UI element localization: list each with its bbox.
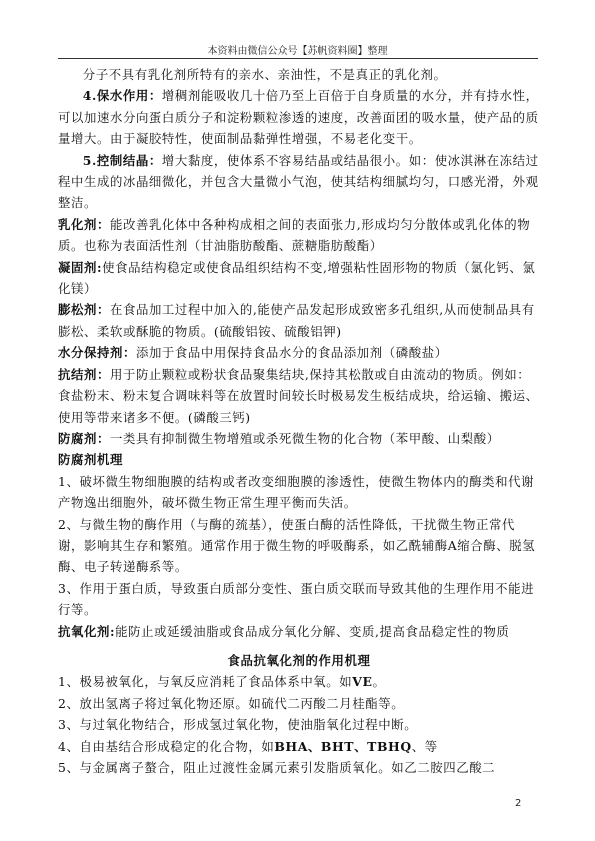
paragraph-antioxidant: [58, 621, 540, 642]
heading-antioxidant-mechanism: 食品抗氧化剂的作用机理: [227, 652, 371, 668]
mechanism-item-3: 3、作用于蛋白质，导致蛋白质部分变性、蛋白质交联而导致其他的生理作用不能进行等。: [58, 580, 535, 618]
page-header: 本资料由微信公众号【苏帆资料圈】整理: [207, 46, 388, 57]
antioxidant-item-4-tail: 、等: [411, 738, 438, 754]
antioxidant-item-4-text: 4、自由基结合形成稳定的化合物，如: [58, 738, 275, 754]
paragraph-humectant: [58, 342, 540, 363]
text-preservative: 一类具有抑制微生物增殖或杀死微生物的化合物（苯甲酸、山梨酸）: [109, 430, 500, 446]
term-anticaking-agent: 抗结剂：: [58, 366, 110, 382]
term-humectant: 水分保持剂：: [58, 345, 136, 361]
term-preservative: 防腐剂：: [58, 430, 110, 446]
term-emulsifier: 乳化剂：: [58, 216, 110, 232]
document-body: [58, 64, 540, 778]
term-water-retention: 4.保水作用：: [82, 88, 162, 104]
paragraph-emulsifier-note: 分子不具有乳化剂所特有的亲水、亲油性，不是真正的乳化剂。: [82, 67, 447, 82]
antioxidant-item-5: 5、与金属离子螯合，阻止过渡性金属元素引发脂质氧化。如乙二胺四乙酸二: [58, 760, 496, 775]
heading-preservative-mechanism: 防腐剂机理: [58, 452, 123, 468]
paragraph-preservative: [58, 428, 540, 449]
paragraph-coagulant: [58, 257, 540, 300]
paragraph-emulsifier: [58, 214, 540, 257]
antioxidant-item-2: 2、放出氢离子将过氧化物还原。如硫代二丙酸二月桂酯等。: [58, 695, 405, 711]
text-antioxidant: 能防止或延缓油脂或食品成分氧化分解、变质,提高食品稳定性的物质: [115, 623, 510, 639]
antioxidant-item-3: 3、与过氧化物结合，形成氢过氧化物，使油脂氧化过程中断。: [58, 717, 418, 733]
mechanism-item-1: 1、破坏微生物细胞膜的结构或者改变细胞膜的渗透性，使微生物体内的酶类和代谢产物逸出细胞外，破坏微生物正常生理平衡而失活。: [58, 473, 535, 511]
paragraph-anticaking-agent: [58, 364, 540, 428]
mechanism-item-2: 2、与微生物的酶作用（与酶的巯基），使蛋白酶的活性降低，干扰微生物正常代谢，影响其生存和繁殖。通常作用于微生物的呼吸酶系，如乙酰辅酶A缩合酶、脱氢酶、电子转递酶系等。: [58, 516, 536, 575]
paragraph-leavening-agent: [58, 299, 540, 342]
antioxidant-item-1-text: 1、极易被氧化，与氧反应消耗了食品体系中氧。如: [58, 674, 353, 690]
text-crystallization: 增大黏度，使体系不容易结晶或结晶很小。如：使冰淇淋在冻结过程中生成的冰晶细微化，并包含大量微小气泡，使其结构细腻均匀，口感光滑，外观整洁。: [58, 152, 539, 211]
antioxidant-item-4: [58, 736, 540, 757]
page-number: 2: [515, 798, 522, 809]
text-water-retention: 增稠剂能吸收几十倍乃至上百倍于自身质量的水分，并有持水性，可以加速水分向蛋白质分子和淀粉颗粒渗透的速度，改善面团的吸水量，使产品的质量增大。由于凝胶特性，使面制品黏弹性增强，不易老化变干。: [58, 88, 539, 147]
text-anticaking-agent: 用于防止颗粒或粉状食品聚集结块,保持其松散或自由流动的物质。例如：食盐粉末、粉末复合调味料等在放置时间较长时极易发生板结成块，给运输、搬运、使用等带来诸多不便。(磷酸三钙): [58, 366, 539, 425]
paragraph-crystallization: [58, 150, 540, 214]
antioxidant-item-1-tail: 。: [372, 674, 386, 690]
antioxidant-item-1-bold: VE: [352, 674, 373, 690]
term-antioxidant: 抗氧化剂:: [58, 623, 116, 639]
text-leavening-agent: 在食品加工过程中加入的,能使产品发起形成致密多孔组织,从而使制品具有膨松、柔软或酥脆的物质。(硫酸铝铵、硫酸铝钾): [58, 302, 535, 339]
text-coagulant: 使食品结构稳定或使食品组织结构不变,增强粘性固形物的物质（氯化钙、氯化镁）: [58, 259, 536, 297]
antioxidant-item-4-bold: BHA、BHT、TBHQ: [274, 738, 412, 754]
term-leavening-agent: 膨松剂：: [58, 302, 110, 318]
term-coagulant: 凝固剂:: [58, 259, 103, 275]
text-humectant: 添加于食品中用保持食品水分的食品添加剂（磷酸盐）: [135, 345, 448, 361]
term-crystallization: 5.控制结晶：: [82, 152, 162, 168]
paragraph-water-retention: [58, 85, 540, 149]
text-emulsifier: 能改善乳化体中各种构成相之间的表面张力,形成均匀分散体或乳化体的物质。也称为表面活性剂（甘油脂肪酸酯、蔗糖脂肪酸酯）: [58, 216, 531, 254]
header-divider: [58, 58, 538, 59]
antioxidant-item-1: [58, 671, 540, 692]
